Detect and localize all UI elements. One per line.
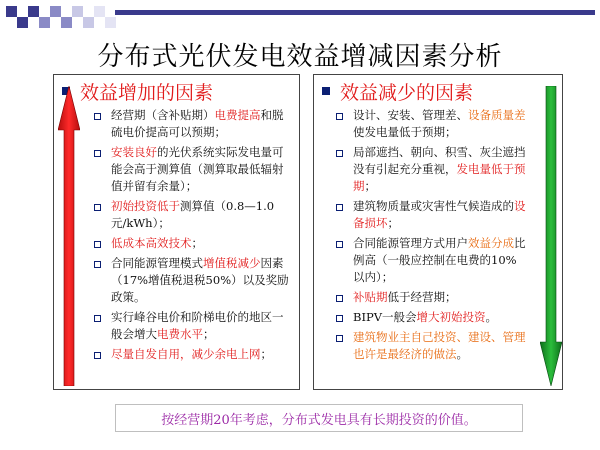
item-highlight: 效益分成 bbox=[468, 236, 514, 250]
page-title: 分布式光伏发电效益增减因素分析 bbox=[97, 42, 503, 72]
checkbox-bullet-icon bbox=[94, 204, 101, 211]
item-text: ； bbox=[364, 179, 376, 193]
item-highlight: 尽量自发自用，减少余电上网 bbox=[111, 347, 261, 361]
item-text: ； bbox=[191, 236, 203, 250]
list-item bbox=[94, 255, 291, 306]
item-text: 建筑物质量或灾害性气候造成的 bbox=[353, 199, 514, 213]
item-text: 合同能源管理模式 bbox=[111, 256, 203, 270]
item-text: 实行峰谷电价和阶梯电价的地区一般会增大 bbox=[111, 310, 284, 341]
item-highlight: 建筑物业主自己投资、建设、管理也许是最经济的做法 bbox=[353, 330, 526, 361]
item-text: 。 bbox=[485, 310, 498, 324]
panel-heading bbox=[322, 79, 554, 103]
item-text: 测算值（0.8—1.0元/kWh）； bbox=[111, 199, 275, 230]
list-item bbox=[336, 309, 526, 326]
item-text: 。 bbox=[456, 347, 468, 361]
item-highlight: 设备损坏 bbox=[353, 199, 526, 230]
checkbox-bullet-icon bbox=[336, 335, 343, 342]
list-item bbox=[336, 198, 526, 232]
square-bullet-icon bbox=[322, 87, 330, 95]
item-text: ； bbox=[260, 347, 272, 361]
checkbox-bullet-icon bbox=[336, 315, 343, 322]
item-text: ； bbox=[203, 327, 215, 341]
checkbox-bullet-icon bbox=[94, 113, 101, 120]
item-text: 经营期（含补贴期） bbox=[111, 108, 215, 122]
arrow-down-icon bbox=[540, 86, 562, 386]
checkbox-bullet-icon bbox=[336, 241, 343, 248]
list-item bbox=[336, 235, 526, 286]
item-text: 比例高（一般应控制在电费的10%以内）； bbox=[353, 236, 526, 284]
item-highlight: 低成本高效技术 bbox=[111, 236, 192, 250]
checkbox-bullet-icon bbox=[94, 241, 101, 248]
panel-heading-text: 效益增加的因素 bbox=[80, 81, 214, 104]
list-item bbox=[336, 107, 526, 141]
checkbox-bullet-icon bbox=[336, 150, 343, 157]
item-text: 局部遮挡、朝向、积雪、灰尘遮挡没有引起充分重视， bbox=[353, 145, 526, 176]
item-highlight: 发电量低于预期 bbox=[353, 162, 526, 193]
top-rule bbox=[115, 10, 595, 15]
list-item bbox=[94, 107, 291, 141]
panel-heading bbox=[62, 79, 291, 103]
checkbox-bullet-icon bbox=[336, 113, 343, 120]
checkbox-bullet-icon bbox=[94, 352, 101, 359]
item-highlight: 补贴期 bbox=[353, 290, 388, 304]
item-text: 的光伏系统实际发电量可能会高于测算值（测算取最低辐射值并留有余量）； bbox=[111, 145, 284, 193]
checkbox-bullet-icon bbox=[336, 204, 343, 211]
item-highlight: 电费提高 bbox=[214, 108, 261, 122]
list-item bbox=[94, 346, 291, 363]
item-text: 使发电量低于预期； bbox=[353, 125, 457, 139]
panel-increase-factors bbox=[53, 74, 300, 390]
checkbox-bullet-icon bbox=[94, 315, 101, 322]
panel-decrease-factors bbox=[313, 74, 563, 390]
item-text: BIPV一般会 bbox=[353, 310, 417, 324]
item-text: 低于经营期； bbox=[387, 290, 457, 304]
item-text: 和脱硫电价提高可以预期； bbox=[111, 108, 284, 139]
item-highlight: 安装良好 bbox=[111, 145, 157, 159]
list-item bbox=[94, 235, 291, 252]
item-text: 设计、安装、管理差、 bbox=[353, 108, 468, 122]
bottom-note: 按经营期20年考虑，分布式发电具有长期投资的价值。 bbox=[115, 404, 523, 432]
item-highlight: 初始投资低于 bbox=[111, 199, 180, 213]
item-text: 因素（17%增值税退税50%）以及奖励政策。 bbox=[111, 256, 289, 304]
list-item bbox=[94, 198, 291, 232]
item-highlight: 增大初始投资 bbox=[416, 310, 486, 324]
panel-heading-text: 效益减少的因素 bbox=[340, 81, 474, 104]
list-item bbox=[94, 309, 291, 343]
item-highlight: 增值税减少 bbox=[203, 256, 261, 270]
item-text: 合同能源管理方式用户 bbox=[353, 236, 468, 250]
checkbox-bullet-icon bbox=[94, 261, 101, 268]
list-item bbox=[336, 144, 526, 195]
list-item bbox=[336, 329, 526, 363]
list-item bbox=[336, 289, 526, 306]
checker-decoration bbox=[6, 6, 116, 28]
item-text: ； bbox=[387, 216, 399, 230]
list-item bbox=[94, 144, 291, 195]
item-highlight: 设备质量差 bbox=[468, 108, 526, 122]
item-highlight: 电费水平 bbox=[157, 327, 203, 341]
checkbox-bullet-icon bbox=[336, 295, 343, 302]
arrow-up-icon bbox=[58, 86, 80, 386]
checkbox-bullet-icon bbox=[94, 150, 101, 157]
